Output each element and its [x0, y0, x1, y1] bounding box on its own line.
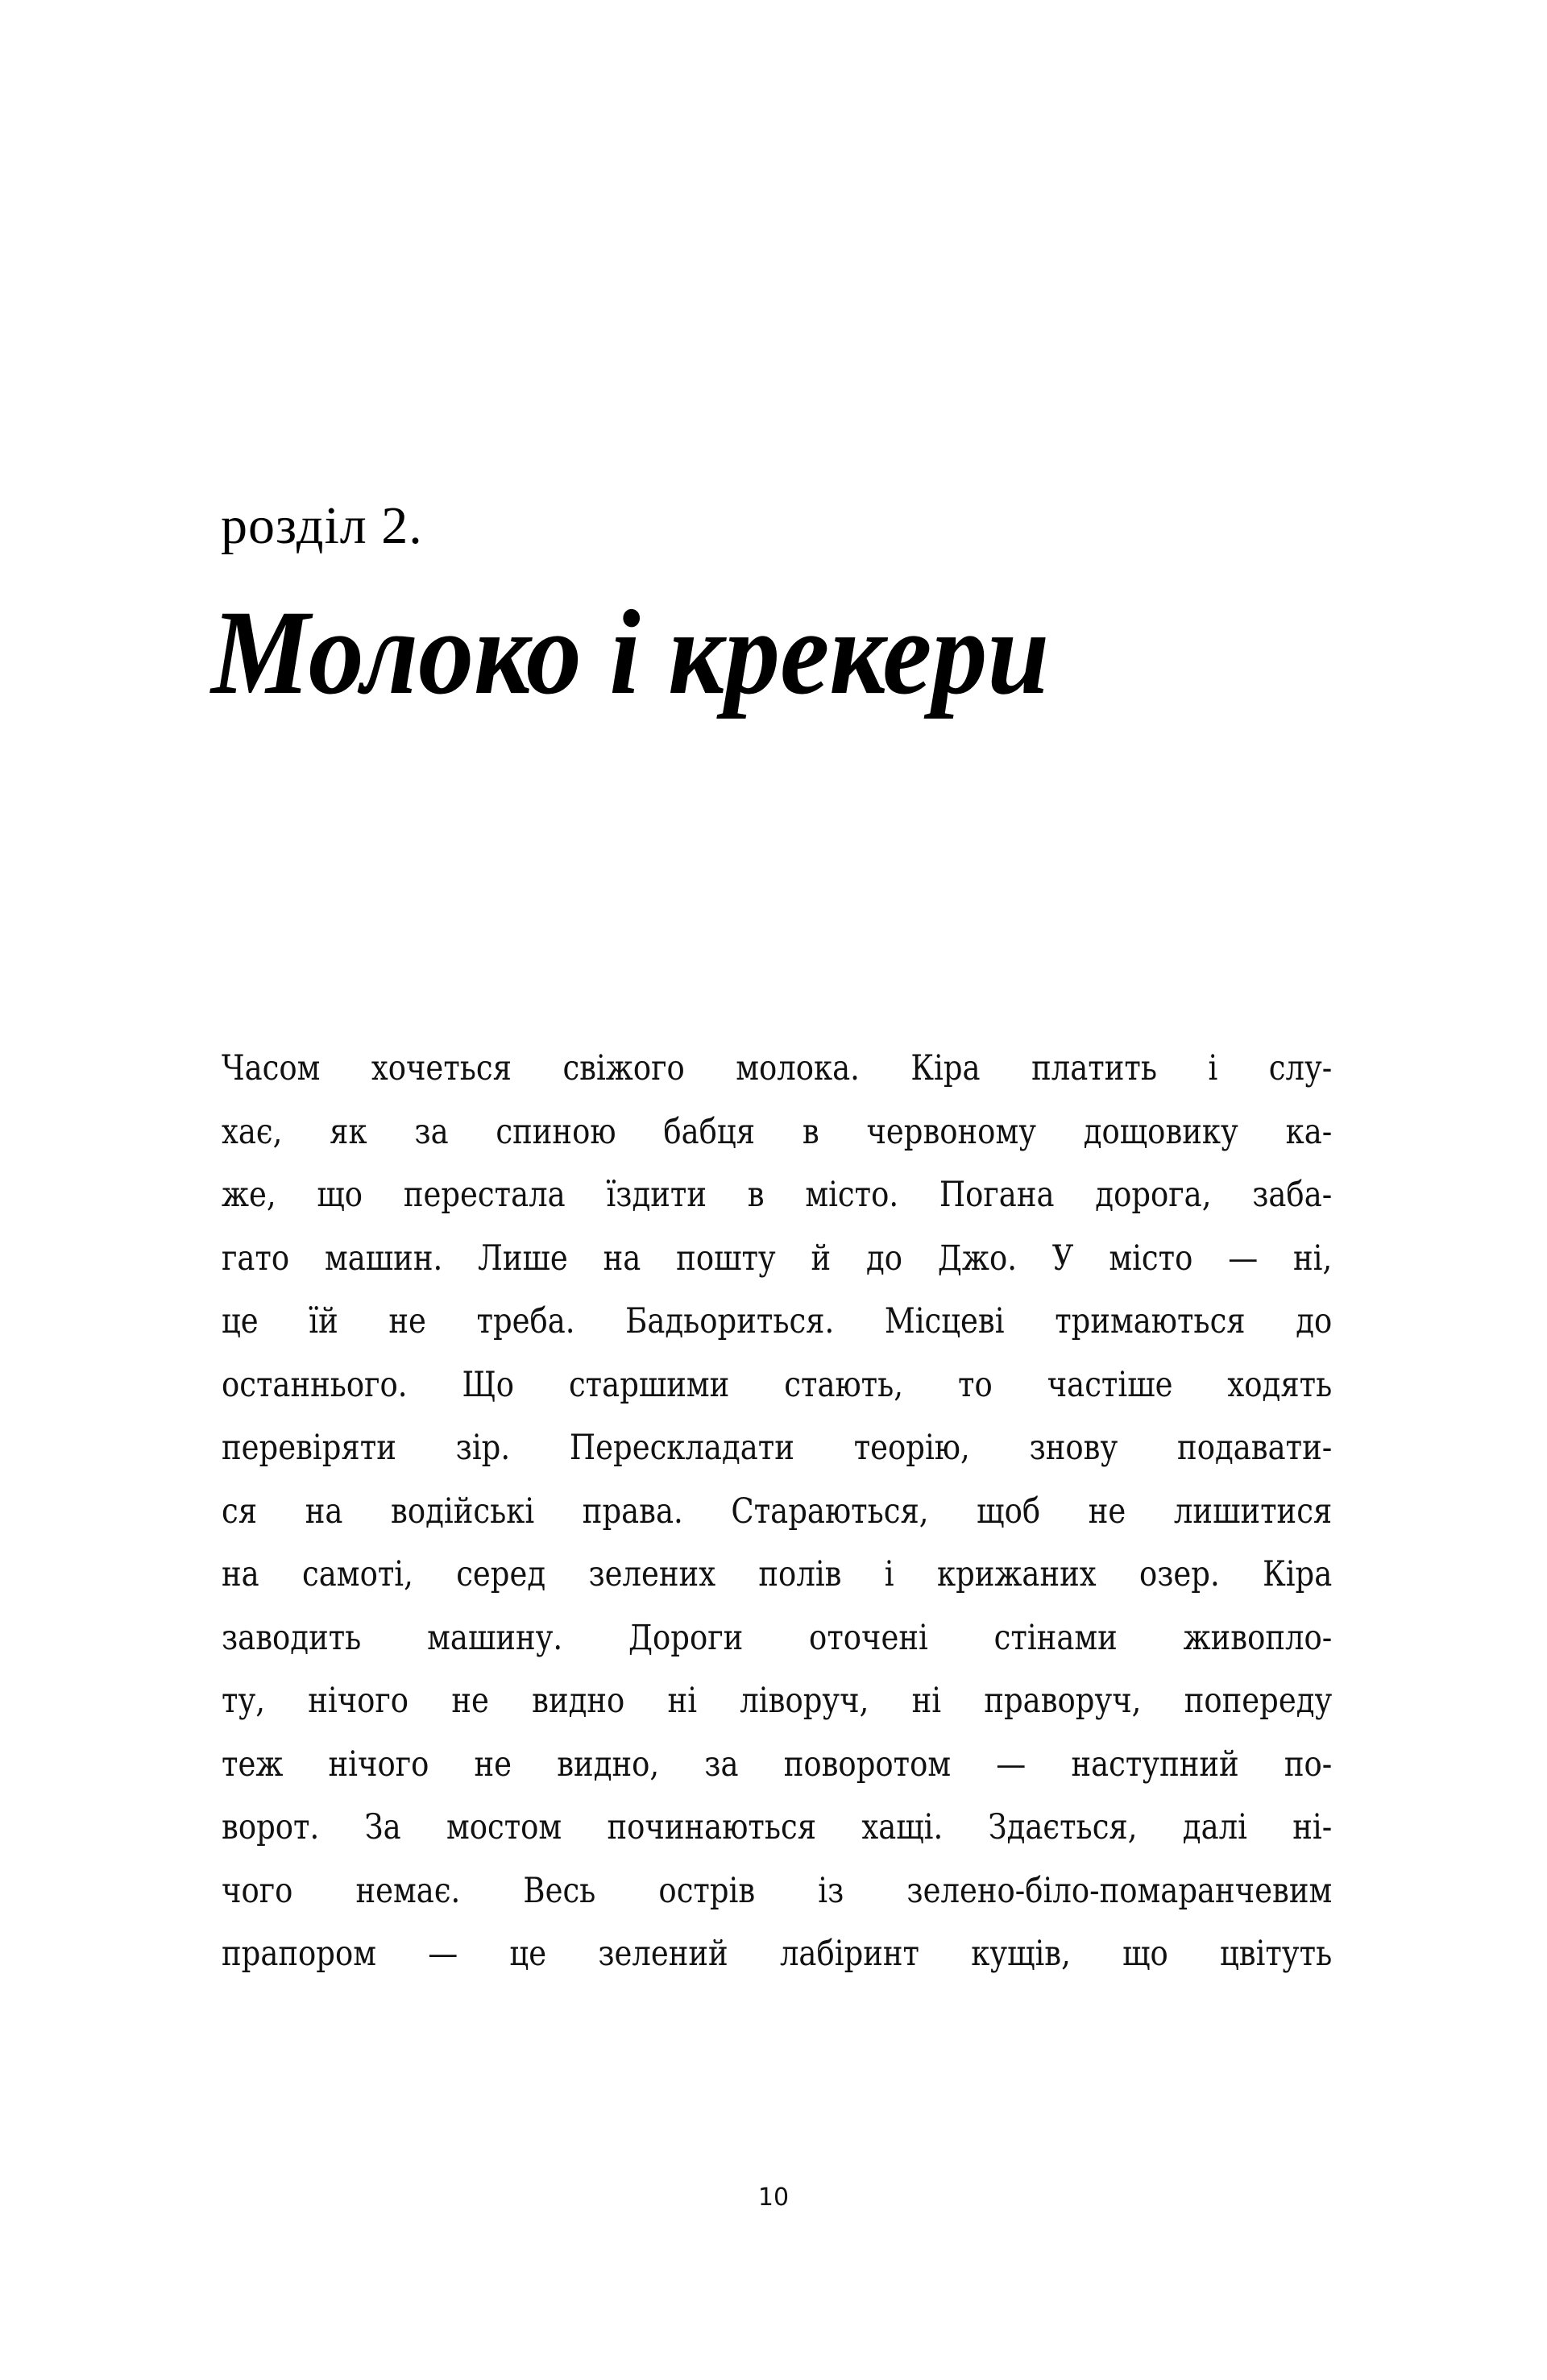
body-line: на самоті, серед зелених полів і крижаних озер. Кіра	[222, 1554, 1333, 1594]
body-line: це їй не треба. Бадьориться. Місцеві тримаються до	[222, 1301, 1333, 1341]
chapter-label: розділ 2.	[221, 496, 423, 555]
body-line: хає, як за спиною бабця в червоному дощовику ка-	[222, 1111, 1333, 1152]
body-line: чого немає. Весь острів із зелено-біло-помаранчевим	[222, 1870, 1333, 1911]
chapter-title: Молоко і крекери	[211, 586, 1050, 719]
body-line: ворот. За мостом починаються хащі. Здається, далі ні-	[222, 1807, 1333, 1847]
body-line: гато машин. Лише на пошту й до Джо. У місто — ні,	[222, 1238, 1333, 1279]
body-line: перевіряти зір. Перескладати теорію, знову подавати-	[222, 1428, 1333, 1468]
body-line: Часом хочеться свіжого молока. Кіра платить і слу-	[222, 1048, 1333, 1088]
body-line: прапором — це зелений лабіринт кущів, що цвітуть	[222, 1934, 1333, 1974]
body-line: теж нічого не видно, за поворотом — наступний по-	[222, 1744, 1333, 1785]
body-line: заводить машину. Дороги оточені стінами живопло-	[222, 1617, 1333, 1658]
body-line: ту, нічого не видно ні ліворуч, ні праворуч, попереду	[222, 1681, 1333, 1721]
body-line: ся на водійські права. Стараються, щоб не лишитися	[222, 1491, 1333, 1532]
page-number: 10	[757, 2183, 790, 2212]
body-line: останнього. Що старшими стають, то частіше ходять	[222, 1364, 1333, 1405]
body-paragraph	[222, 1037, 1332, 1986]
body-line: же, що перестала їздити в місто. Погана дорога, заба-	[222, 1175, 1333, 1215]
